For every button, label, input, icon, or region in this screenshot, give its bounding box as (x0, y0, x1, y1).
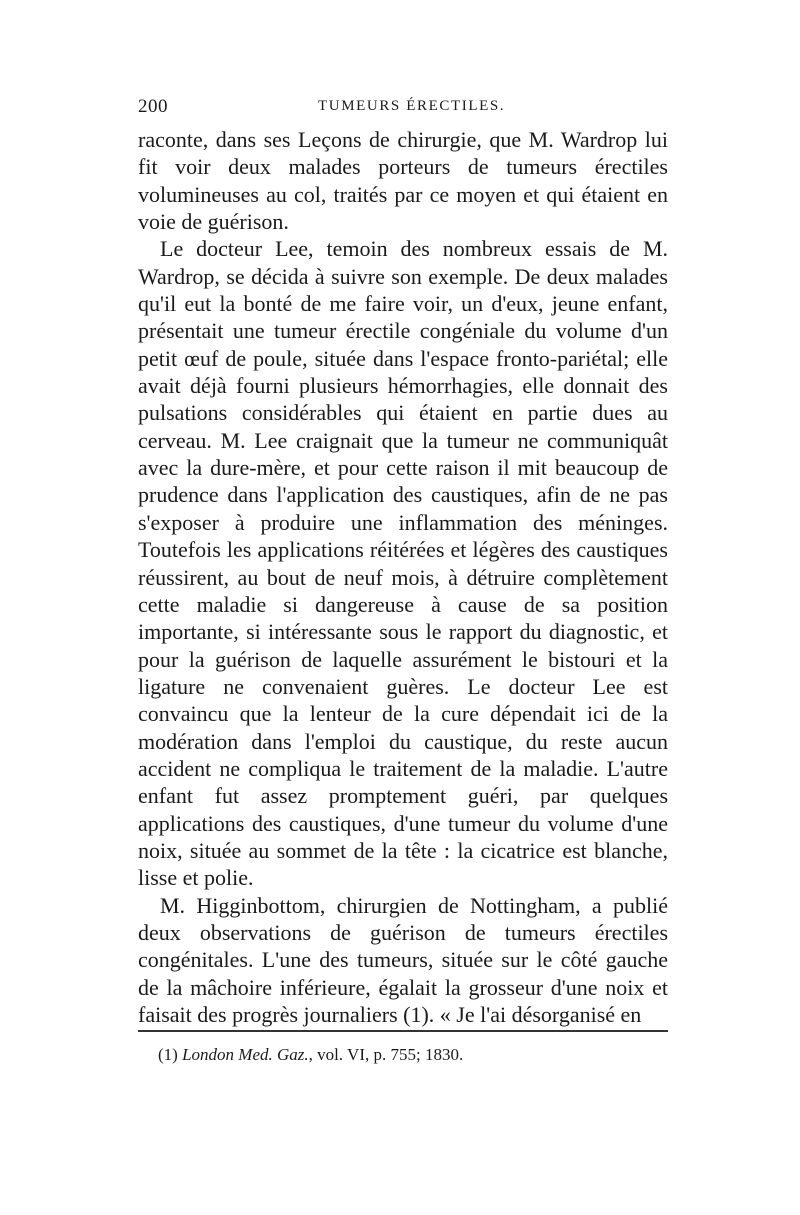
paragraph-continuation: raconte, dans ses Leçons de chirurgie, que M. Wardrop lui fit voir deux malades porteurs de tumeurs érectiles volumineuses au col, traités par ce moyen et qui étaient en voie de guérison. (138, 127, 668, 235)
paragraph-higginbottom: M. Higginbottom, chirurgien de Nottingham, a publié deux observations de guérison de tumeurs érectiles congénitales. L'une des tumeurs, située sur le côté gauche de la mâchoire inférieure, égalait la grosseur d'une noix et faisait des progrès journaliers (1). « Je l'ai désorganisé en (138, 892, 668, 1027)
footnote-source: London Med. Gaz. (182, 1045, 309, 1064)
page-header (138, 96, 668, 122)
footnote-marker: (1) (158, 1045, 178, 1064)
running-title: TUMEURS ÉRECTILES. (318, 98, 506, 114)
paragraph-lee: Le docteur Lee, temoin des nombreux essais de M. Wardrop, se décida à suivre son exemple. De deux malades qu'il eut la bonté de me faire voir, un d'eux, jeune enfant, présentait une tumeur érectile congéniale du volume d'un petit œuf de poule, située dans l'espace fronto-pariétal; elle avait déjà fourni plusieurs hémorrhagies, elle donnait des pulsations considérables qui étaient en partie dues au cerveau. M. Lee craignait que la tumeur ne communiquât avec la dure-mère, et pour cette raison il mit beaucoup de prudence dans l'application des caustiques, afin de ne pas s'exposer à produire une inflammation des méninges. Toutefois les applications réitérées et légères des caustiques réussirent, au bout de neuf mois, à détruire complètement cette maladie si dangereuse à cause de sa position importante, si intéressante sous le rapport du diagnostic, et pour la guérison de laquelle assurément le bistouri et la ligature ne convenaient guères. Le docteur Lee est convaincu que la lenteur de la cure dépendait ici de la modération dans l'emploi du caustique, du reste aucun accident ne compliqua le traitement de la maladie. L'autre enfant fut assez promptement guéri, par quelques applications des caustiques, d'une tumeur du volume d'une noix, située au sommet de la tête : la cicatrice est blanche, lisse et polie. (138, 236, 668, 891)
body-text (138, 126, 668, 1028)
page-number: 200 (138, 96, 168, 117)
footnote-details: , vol. VI, p. 755; 1830. (308, 1045, 464, 1064)
footnote (158, 1044, 463, 1066)
footnote-rule (138, 1030, 668, 1032)
